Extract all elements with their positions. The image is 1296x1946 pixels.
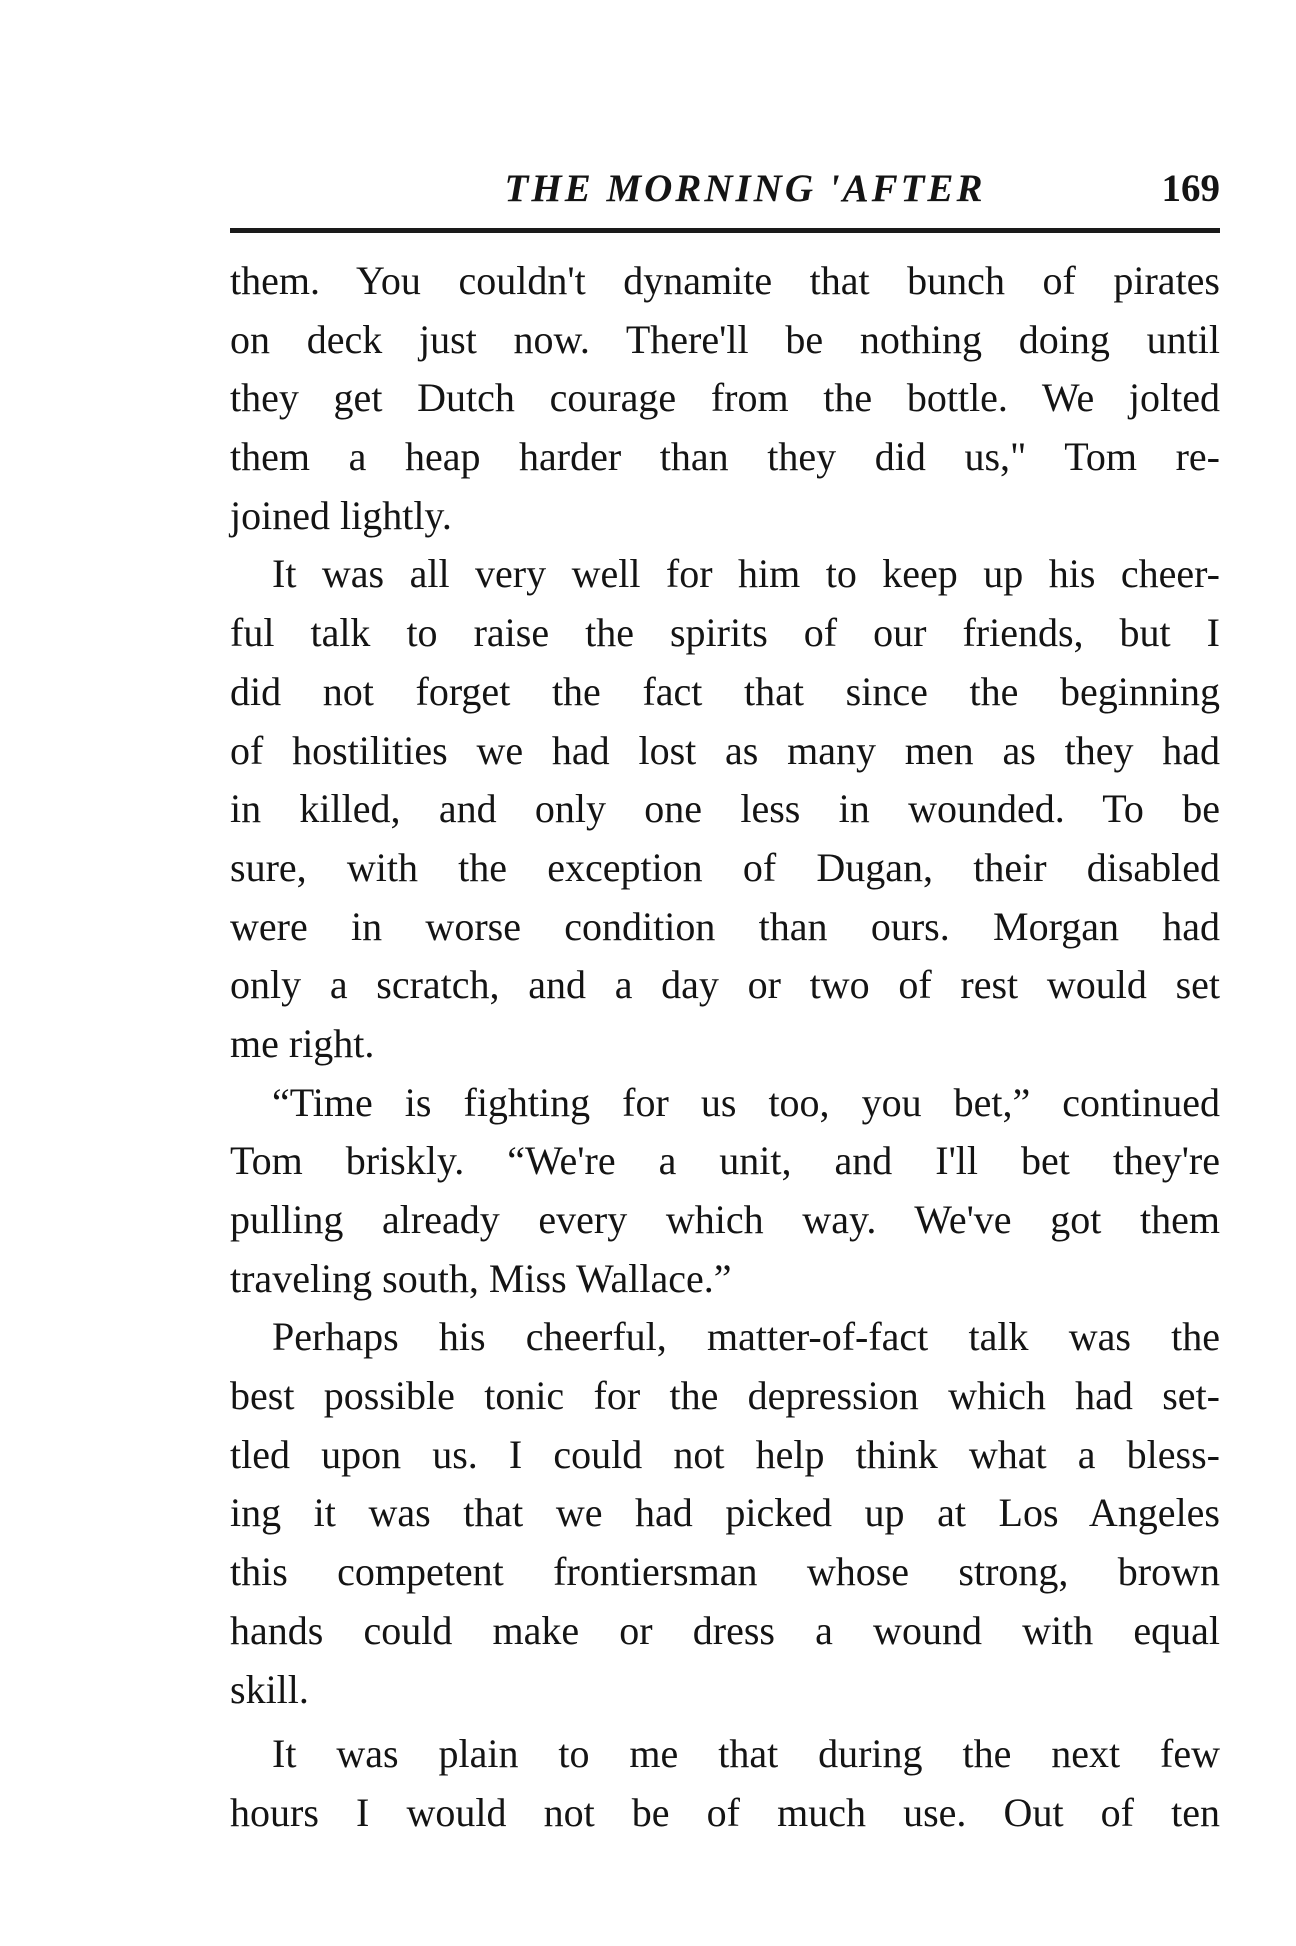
text-line: It was all very well for him to keep up his cheer- xyxy=(272,551,1220,597)
text-line: Tom briskly. “We're a unit, and I'll bet they're xyxy=(230,1138,1220,1184)
text-line: skill. xyxy=(230,1666,309,1712)
paragraph xyxy=(230,1074,1220,1309)
text-line: ing it was that we had picked up at Los Angeles xyxy=(230,1490,1220,1536)
page-number: 169 xyxy=(1161,167,1220,210)
text-line: were in worse condition than ours. Morgan had xyxy=(230,903,1220,949)
text-line: them a heap harder than they did us," Tom re- xyxy=(230,434,1220,480)
text-line: them. You couldn't dynamite that bunch of pirates xyxy=(230,258,1220,303)
text-line: sure, with the exception of Dugan, their disabled xyxy=(230,844,1220,890)
text-line: pulling already every which way. We've got them xyxy=(230,1197,1220,1242)
text-line: best possible tonic for the depression which had set- xyxy=(230,1373,1220,1419)
paragraph xyxy=(230,545,1220,1073)
text-line: of hostilities we had lost as many men as they had xyxy=(230,727,1220,773)
header-rule xyxy=(230,228,1220,233)
text-line: joined lightly. xyxy=(230,492,452,538)
body-text xyxy=(230,252,1220,1843)
text-line: this competent frontiersman whose strong, brown xyxy=(230,1549,1220,1595)
text-line: ful talk to raise the spirits of our friends, but I xyxy=(230,610,1220,656)
text-line: me right. xyxy=(230,1020,375,1066)
paragraph xyxy=(230,1725,1220,1842)
text-line: traveling south, Miss Wallace.” xyxy=(230,1255,732,1301)
text-line: on deck just now. There'll be nothing doing until xyxy=(230,316,1220,362)
text-line: tled upon us. I could not help think what a bless- xyxy=(230,1431,1220,1477)
text-line: did not forget the fact that since the beginning xyxy=(230,668,1220,714)
page-header xyxy=(230,158,1220,218)
text-line: It was plain to me that during the next few xyxy=(272,1731,1220,1777)
text-line: hours I would not be of much use. Out of ten xyxy=(230,1789,1220,1835)
text-line: “Time is fighting for us too, you bet,” continued xyxy=(272,1079,1220,1125)
text-line: hands could make or dress a wound with equal xyxy=(230,1607,1220,1653)
paragraph xyxy=(230,1308,1220,1719)
text-line: Perhaps his cheerful, matter-of-fact talk was the xyxy=(272,1314,1220,1360)
text-line: they get Dutch courage from the bottle. We jolted xyxy=(230,375,1220,421)
paragraph xyxy=(230,252,1220,545)
running-title: THE MORNING 'AFTER xyxy=(504,167,986,210)
text-line: in killed, and only one less in wounded. To be xyxy=(230,786,1220,832)
text-line: only a scratch, and a day or two of rest would set xyxy=(230,962,1220,1008)
